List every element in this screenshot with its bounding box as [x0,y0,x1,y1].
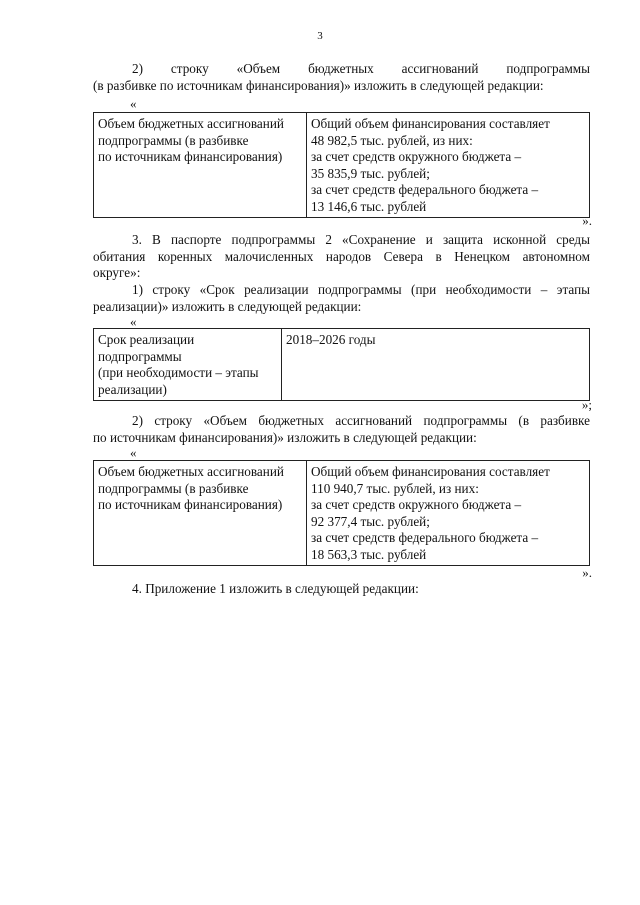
page-number: 3 [317,30,323,42]
cell-line: 110 940,7 тыс. рублей, из них: [311,480,479,496]
cell-line: Срок реализации [98,332,195,347]
block3-paragraph-line-2: по источникам финансирования)» изложить в следующей редакции: [93,429,477,445]
block1-table-value-cell [307,113,590,218]
cell-line: за счет средств федерального бюджета – [311,530,539,545]
block2-paragraph [93,282,590,315]
block1-quote-close: ». [582,213,592,228]
cell-line: 2018–2026 годы [286,332,376,347]
block3-table-label-cell [94,461,307,566]
table-row [94,329,590,401]
section3-paragraph-line-3: округе»: [93,265,141,280]
cell-line: 92 377,4 тыс. рублей; [311,513,430,529]
block2-table-value-cell [282,329,590,401]
block3-table [93,460,590,566]
block3-paragraph-line-1: 2) строку «Объем бюджетных ассигнований подпрограммы (в разбивке [132,413,590,428]
cell-line: Объем бюджетных ассигнований [98,116,284,131]
cell-line: подпрограммы [98,348,182,364]
section3-paragraph-line-1: 3. В паспорте подпрограммы 2 «Сохранение и защита исконной среды [132,232,590,247]
cell-line: за счет средств федерального бюджета – [311,182,539,197]
table-row [94,113,590,218]
cell-line: Общий объем финансирования составляет [311,464,550,479]
section3-paragraph [93,232,590,282]
cell-line: подпрограммы (в разбивке [98,132,249,148]
cell-line: 35 835,9 тыс. рублей; [311,165,430,181]
section3-paragraph-line-2: обитания коренных малочисленных народов Севера в Ненецком автономном [93,248,590,264]
cell-line: подпрограммы (в разбивке [98,480,249,496]
cell-line: реализации) [98,381,167,397]
block1-quote-open: « [130,96,137,111]
block2-paragraph-line-1: 1) строку «Срок реализации подпрограммы (при необходимости – этапы [132,282,590,297]
block1-paragraph-line-2: (в разбивке по источникам финансирования)» изложить в следующей редакции: [93,77,544,93]
cell-line: Общий объем финансирования составляет [311,116,550,131]
cell-line: по источникам финансирования) [98,149,283,164]
block2-quote-open: « [130,314,137,329]
block3-quote-close: ». [582,565,592,580]
cell-line: 18 563,3 тыс. рублей [311,546,427,562]
cell-line: 48 982,5 тыс. рублей, из них: [311,132,473,148]
cell-line: за счет средств окружного бюджета – [311,149,522,164]
block1-paragraph [93,61,590,94]
block2-table [93,328,590,401]
block3-table-value-cell [307,461,590,566]
block1-table-label-cell [94,113,307,218]
cell-line: 13 146,6 тыс. рублей [311,198,427,214]
block2-table-label-cell [94,329,282,401]
block1-table [93,112,590,218]
section4-paragraph-line-1: 4. Приложение 1 изложить в следующей редакции: [132,581,419,596]
cell-line: по источникам финансирования) [98,497,283,512]
block3-paragraph [93,413,590,446]
block2-paragraph-line-2: реализации)» изложить в следующей редакции: [93,298,362,314]
cell-line: Объем бюджетных ассигнований [98,464,284,479]
block3-quote-open: « [130,445,137,460]
section4-paragraph [93,581,590,598]
block2-quote-close: »; [581,397,592,412]
block1-paragraph-line-1: 2) строку «Объем бюджетных ассигнований подпрограммы [132,61,590,76]
cell-line: (при необходимости – этапы [98,365,259,380]
cell-line: за счет средств окружного бюджета – [311,497,522,512]
table-row [94,461,590,566]
